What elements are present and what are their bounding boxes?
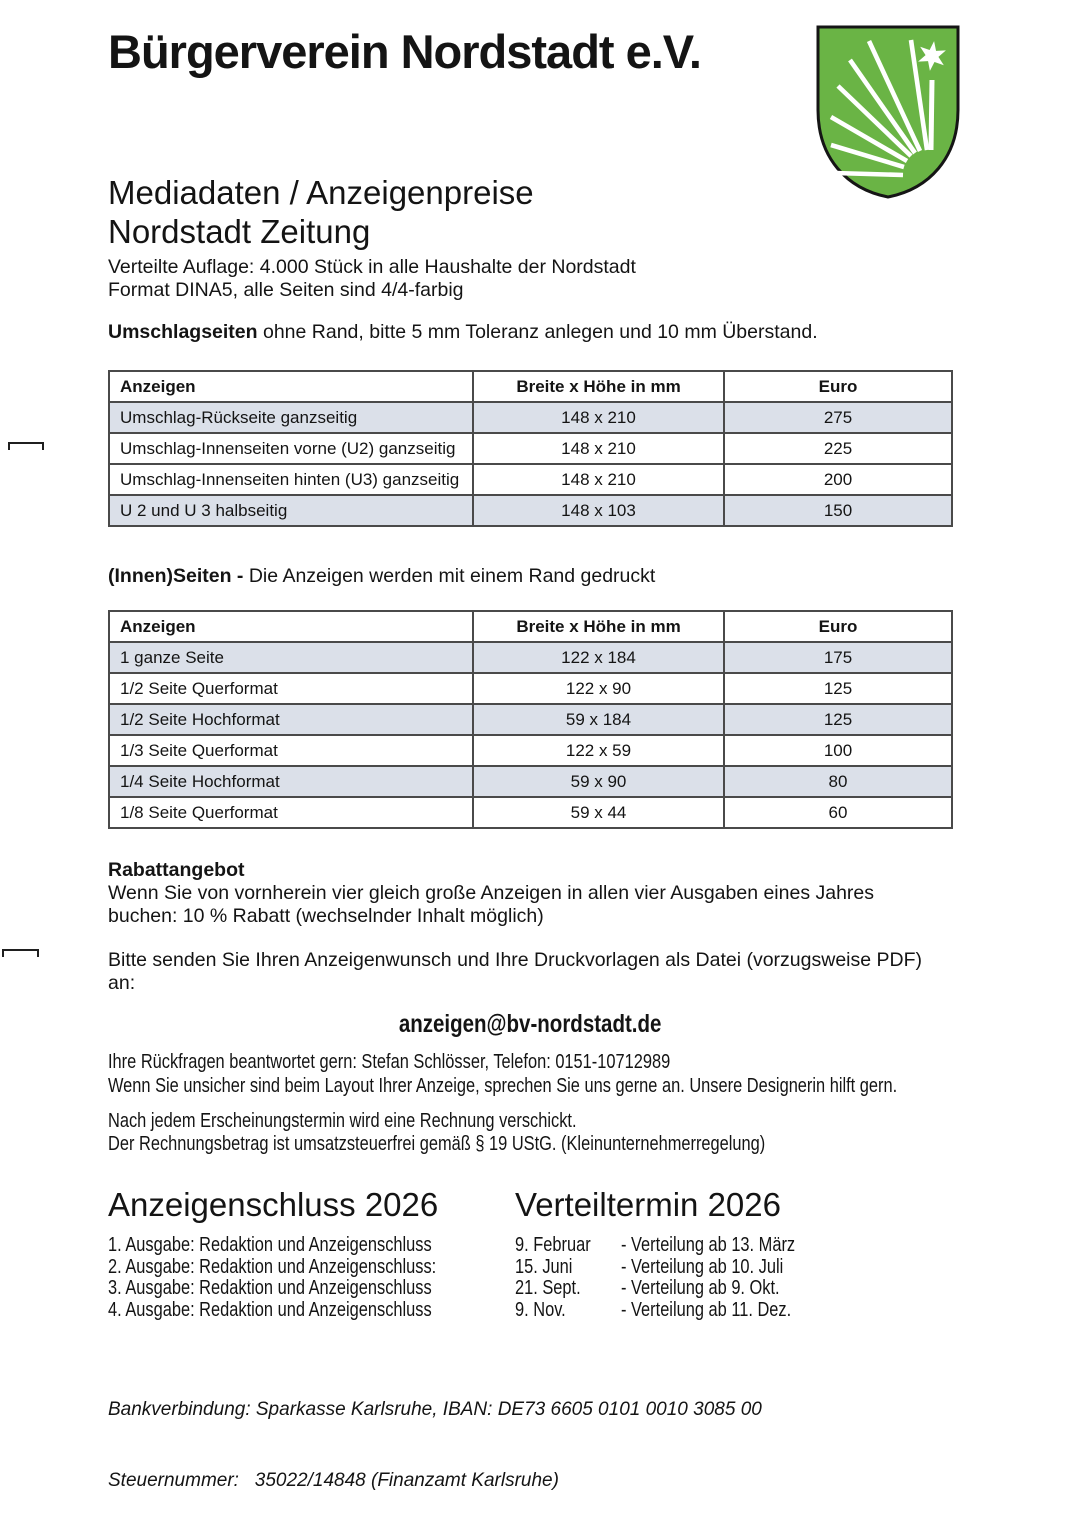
cell-euro: 225 <box>724 433 952 464</box>
cell-euro: 125 <box>724 704 952 735</box>
issue-label: 2. Ausgabe: Redaktion und Anzeigenschluss: <box>108 1255 437 1278</box>
circulation-info <box>108 256 636 302</box>
cell-anzeige: Umschlag-Rückseite ganzseitig <box>109 402 473 433</box>
cell-euro: 100 <box>724 735 952 766</box>
discount-line-1: Wenn Sie von vornherein vier gleich große Anzeigen in allen vier Ausgaben eines Jahres <box>108 882 875 904</box>
cell-size: 122 x 59 <box>473 735 724 766</box>
distribution-heading: Verteiltermin 2026 <box>515 1186 781 1223</box>
col-header-anzeigen: Anzeigen <box>109 611 473 642</box>
col-header-anzeigen: Anzeigen <box>109 371 473 402</box>
cell-size: 59 x 44 <box>473 797 724 828</box>
cell-anzeige: 1/8 Seite Querformat <box>109 797 473 828</box>
page-title: Bürgerverein Nordstadt e.V. <box>108 25 701 78</box>
cell-euro: 60 <box>724 797 952 828</box>
cell-size: 148 x 210 <box>473 433 724 464</box>
deadline-date: 9. Nov. <box>515 1298 566 1321</box>
col-header-size: Breite x Höhe in mm <box>473 611 724 642</box>
cell-anzeige: Umschlag-Innenseiten vorne (U2) ganzseitig <box>109 433 473 464</box>
cover-prices-table <box>108 370 953 527</box>
table-row <box>109 673 952 704</box>
schedule-row <box>108 1256 968 1278</box>
cell-size: 148 x 103 <box>473 495 724 526</box>
inner-prices-table <box>108 610 953 829</box>
document-subtitle <box>108 173 534 251</box>
issue-label: 4. Ausgabe: Redaktion und Anzeigenschluss <box>108 1298 432 1321</box>
schedule-row <box>108 1299 968 1321</box>
table-row <box>109 704 952 735</box>
discount-block <box>108 859 874 928</box>
table-row <box>109 766 952 797</box>
bank-details <box>108 1351 762 1539</box>
contact-line-1: Ihre Rückfragen beantwortet gern: Stefan Schlösser, Telefon: 0151-10712989 <box>108 1051 671 1073</box>
table-row <box>109 642 952 673</box>
issue-label: 1. Ausgabe: Redaktion und Anzeigenschluss <box>108 1234 432 1256</box>
col-header-euro: Euro <box>724 371 952 402</box>
distribution-date: - Verteilung ab 9. Okt. <box>621 1277 780 1299</box>
circulation-line: Verteilte Auflage: 4.000 Stück in alle Haushalte der Nordstadt <box>108 256 636 278</box>
shield-rays-star-icon <box>815 24 961 202</box>
col-header-euro: Euro <box>724 611 952 642</box>
tax-line: Steuernummer: 35022/14848 (Finanzamt Karlsruhe) <box>108 1469 559 1491</box>
inner-heading-rest: Die Anzeigen werden mit einem Rand gedruckt <box>243 565 656 587</box>
distribution-date: - Verteilung ab 10. Juli <box>621 1255 784 1278</box>
cell-size: 59 x 184 <box>473 704 724 735</box>
inner-section-heading <box>108 565 655 588</box>
cell-size: 122 x 90 <box>473 673 724 704</box>
subtitle-line-1: Mediadaten / Anzeigenpreise <box>108 174 534 211</box>
subtitle-line-2: Nordstadt Zeitung <box>108 213 371 250</box>
format-line: Format DINA5, alle Seiten sind 4/4-farbig <box>108 279 464 301</box>
email-line <box>108 1010 953 1039</box>
fold-mark-top <box>8 442 44 450</box>
cell-euro: 275 <box>724 402 952 433</box>
cell-euro: 175 <box>724 642 952 673</box>
cell-size: 122 x 184 <box>473 642 724 673</box>
schedule-row <box>108 1234 968 1256</box>
cell-anzeige: 1/2 Seite Querformat <box>109 673 473 704</box>
fold-mark-bottom <box>2 949 39 957</box>
cell-anzeige: 1 ganze Seite <box>109 642 473 673</box>
deadline-heading: Anzeigenschluss 2026 <box>108 1186 439 1223</box>
cell-anzeige: 1/2 Seite Hochformat <box>109 704 473 735</box>
inner-heading-bold: (Innen)Seiten - <box>108 565 244 587</box>
club-crest-logo <box>815 24 961 202</box>
table-row <box>109 464 952 495</box>
cell-euro: 200 <box>724 464 952 495</box>
cover-heading-bold: Umschlagseiten <box>108 321 258 343</box>
deadline-date: 21. Sept. <box>515 1277 581 1299</box>
cover-heading-rest: ohne Rand, bitte 5 mm Toleranz anlegen und 10 mm Überstand. <box>257 321 818 343</box>
cell-anzeige: U 2 und U 3 halbseitig <box>109 495 473 526</box>
table-header-row <box>109 371 952 402</box>
invoice-line-2: Der Rechnungsbetrag ist umsatzsteuerfrei gemäß § 19 UStG. (Kleinunternehmerregelung) <box>108 1133 766 1155</box>
schedule-list <box>108 1234 968 1320</box>
table-row <box>109 433 952 464</box>
deadline-date: 9. Februar <box>515 1234 591 1256</box>
submission-line-2: an: <box>108 972 136 994</box>
cell-anzeige: Umschlag-Innenseiten hinten (U3) ganzseitig <box>109 464 473 495</box>
cover-section-heading <box>108 321 818 344</box>
discount-line-2: buchen: 10 % Rabatt (wechselnder Inhalt möglich) <box>108 905 544 927</box>
table-header-row <box>109 611 952 642</box>
cell-anzeige: 1/4 Seite Hochformat <box>109 766 473 797</box>
submission-line-1: Bitte senden Sie Ihren Anzeigenwunsch und Ihre Druckvorlagen als Datei (vorzugsweise PDF) <box>108 949 923 971</box>
table-row <box>109 797 952 828</box>
table-row <box>109 495 952 526</box>
table-row <box>109 735 952 766</box>
bank-line: Bankverbindung: Sparkasse Karlsruhe, IBAN: DE73 6605 0101 0010 3085 00 <box>108 1399 762 1420</box>
contact-line-2: Wenn Sie unsicher sind beim Layout Ihrer Anzeige, sprechen Sie uns gerne an. Unsere Designerin hilft gern. <box>108 1075 898 1097</box>
contact-block <box>108 1050 1070 1098</box>
issue-label: 3. Ausgabe: Redaktion und Anzeigenschluss <box>108 1277 432 1299</box>
distribution-date: - Verteilung ab 11. Dez. <box>621 1298 792 1321</box>
invoice-block <box>108 1110 910 1156</box>
cell-size: 148 x 210 <box>473 402 724 433</box>
cell-euro: 80 <box>724 766 952 797</box>
deadline-date: 15. Juni <box>515 1255 573 1278</box>
contact-email: anzeigen@bv-nordstadt.de <box>399 1010 662 1038</box>
distribution-date: - Verteilung ab 13. März <box>621 1234 796 1256</box>
cell-size: 148 x 210 <box>473 464 724 495</box>
submission-block <box>108 949 922 995</box>
cell-euro: 150 <box>724 495 952 526</box>
table-row <box>109 402 952 433</box>
cell-anzeige: 1/3 Seite Querformat <box>109 735 473 766</box>
invoice-line-1: Nach jedem Erscheinungstermin wird eine Rechnung verschickt. <box>108 1110 577 1132</box>
discount-heading: Rabattangebot <box>108 859 245 881</box>
schedule-row <box>108 1277 968 1299</box>
cell-size: 59 x 90 <box>473 766 724 797</box>
col-header-size: Breite x Höhe in mm <box>473 371 724 402</box>
cell-euro: 125 <box>724 673 952 704</box>
